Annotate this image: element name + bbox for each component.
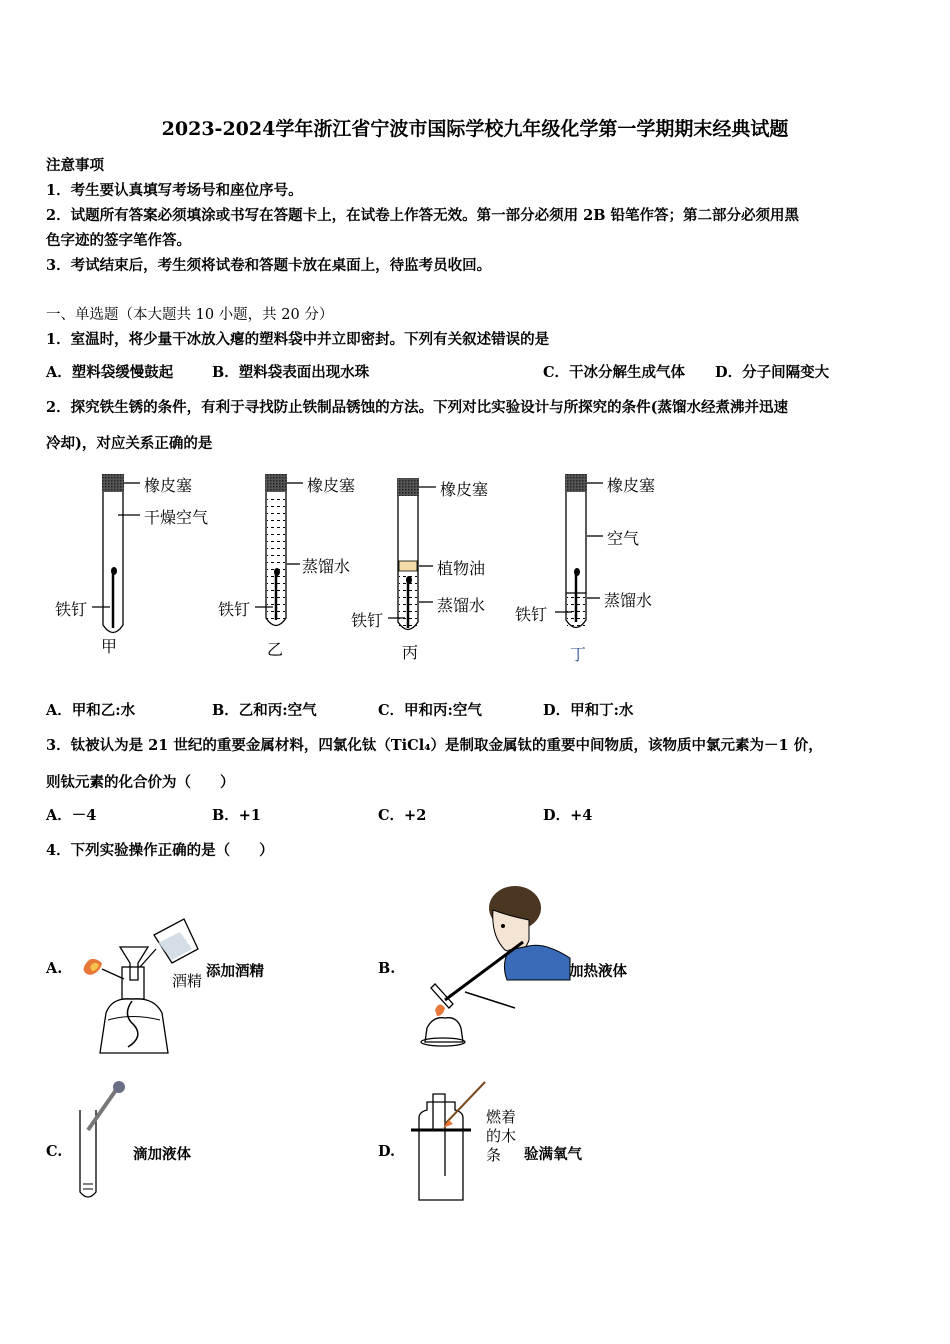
notice-item: 2．试题所有答案必须填涂或书写在答题卡上，在试卷上作答无效。第一部分必须用 2B 铅笔作答；第二部分必须用黑 xyxy=(46,207,800,224)
label-tube-yi: 乙 xyxy=(267,640,284,659)
notice-item: 色字迹的签字笔作答。 xyxy=(46,232,191,249)
figure-label-line: 条 xyxy=(486,1146,502,1164)
q2-stem: 2．探究铁生锈的条件，有利于寻找防止铁制品锈蚀的方法。下列对比实验设计与所探究的条件(蒸馏水经煮沸并迅速 xyxy=(46,399,788,416)
oil-layer xyxy=(399,561,417,571)
q4-option-a-letter: A. xyxy=(46,960,63,977)
q1-option-d: D．分子间隔变大 xyxy=(715,364,830,381)
dropper-figure xyxy=(70,1080,140,1205)
q3-option-c: C．+2 xyxy=(378,807,427,824)
label-water: 蒸馏水 xyxy=(437,596,486,615)
q1-option-b: B．塑料袋表面出现水珠 xyxy=(212,364,370,381)
tube-bing xyxy=(388,478,436,630)
q4-option-c-letter: C. xyxy=(46,1143,63,1160)
label-stopper: 橡皮塞 xyxy=(440,480,489,499)
q3-option-d: D．+4 xyxy=(543,807,593,824)
q4-option-b-caption: 加热液体 xyxy=(569,963,627,980)
page-title: 2023-2024学年浙江省宁波市国际学校九年级化学第一学期期末经典试题 xyxy=(161,118,789,140)
notice-heading: 注意事项 xyxy=(46,157,104,174)
q1-option-c: C．干冰分解生成气体 xyxy=(543,364,686,381)
q4-option-a-caption: 添加酒精 xyxy=(206,963,264,980)
label-tube-ding: 丁 xyxy=(570,645,587,664)
q4-option-d-caption: 验满氧气 xyxy=(524,1146,582,1163)
figure-label-line: 的木 xyxy=(486,1127,517,1145)
label-stopper: 橡皮塞 xyxy=(307,476,356,495)
q3-option-a: A．－4 xyxy=(46,807,97,824)
notice-item: 3．考试结束后，考生须将试卷和答题卡放在桌面上，待监考员收回。 xyxy=(46,257,492,274)
label-nail: 铁钉 xyxy=(515,605,548,624)
figure-label-line: 燃着 xyxy=(486,1108,517,1126)
tube-yi xyxy=(255,474,303,626)
q3-option-b: B．+1 xyxy=(212,807,261,824)
q2-stem: 冷却)，对应关系正确的是 xyxy=(46,435,213,452)
q2-option-b: B．乙和丙:空气 xyxy=(212,702,317,719)
q4-d-figure-label xyxy=(486,1108,516,1165)
section-heading: 一、单选题（本大题共 10 小题，共 20 分） xyxy=(46,307,334,323)
label-tube-bing: 丙 xyxy=(402,643,419,662)
shirt xyxy=(504,945,570,980)
label-nail: 铁钉 xyxy=(218,600,251,619)
label-stopper: 橡皮塞 xyxy=(607,476,656,495)
label-water: 蒸馏水 xyxy=(302,557,351,576)
label-air: 空气 xyxy=(607,529,640,548)
q4-option-d-letter: D. xyxy=(378,1143,396,1160)
label-water: 蒸馏水 xyxy=(604,591,653,610)
q3-stem: 则钛元素的化合价为（ ） xyxy=(46,774,235,791)
tube-ding xyxy=(555,474,603,628)
heating-liquid-figure xyxy=(405,880,570,1050)
q1-option-a: A．塑料袋缓慢鼓起 xyxy=(46,364,174,381)
q4-option-b-letter: B. xyxy=(378,960,396,977)
label-nail: 铁钉 xyxy=(351,611,384,630)
q2-option-a: A．甲和乙:水 xyxy=(46,702,136,719)
q4-stem: 4．下列实验操作正确的是（ ） xyxy=(46,842,274,859)
label-dry-air: 干燥空气 xyxy=(144,508,209,527)
label-oil: 植物油 xyxy=(437,559,486,578)
label-tube-jia: 甲 xyxy=(101,637,118,656)
q4-a-figure-label: 酒精 xyxy=(172,972,203,990)
tube-jia xyxy=(92,474,140,633)
q3-stem: 3．钛被认为是 21 世纪的重要金属材料，四氯化钛（TiCl₄）是制取金属钛的重要中间物质，该物质中氯元素为－1 价， xyxy=(46,737,823,754)
q2-option-d: D．甲和丁:水 xyxy=(543,702,634,719)
q2-option-c: C．甲和丙:空气 xyxy=(378,702,482,719)
label-nail: 铁钉 xyxy=(55,600,88,619)
label-stopper: 橡皮塞 xyxy=(144,476,193,495)
notice-item: 1．考生要认真填写考场号和座位序号。 xyxy=(46,182,303,199)
q4-option-c-caption: 滴加液体 xyxy=(133,1146,191,1163)
q1-stem: 1．室温时，将少量干冰放入瘪的塑料袋中并立即密封。下列有关叙述错误的是 xyxy=(46,331,550,348)
gas-bottle-figure xyxy=(405,1080,485,1205)
